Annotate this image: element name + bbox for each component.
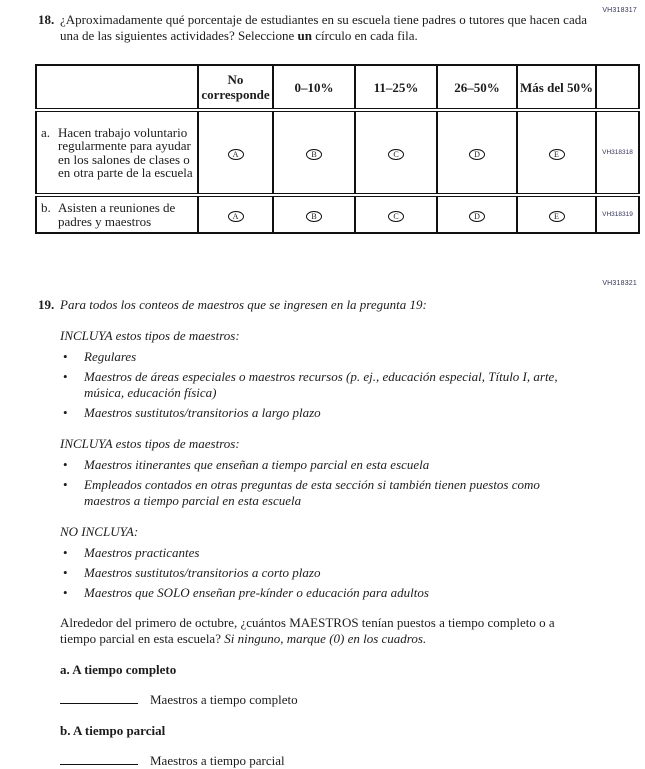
- list-item: • Maestros practicantes: [60, 545, 560, 561]
- row-b-option-c[interactable]: [355, 195, 437, 233]
- q19-part-b-answer: [60, 752, 560, 769]
- q19-part-b-blank-label: Maestros a tiempo parcial: [150, 753, 285, 768]
- q19-include-list-1: [60, 349, 560, 421]
- option-circle-b[interactable]: B: [306, 149, 322, 160]
- row-a-stem: [36, 110, 198, 195]
- list-item: • Regulares: [60, 349, 560, 365]
- option-circle-b[interactable]: B: [306, 211, 322, 222]
- q19-part-a-heading: a. A tiempo completo: [60, 662, 177, 677]
- row-b-stem: [36, 195, 198, 233]
- row-a-option-e[interactable]: [517, 110, 596, 195]
- row-b-prefix: b.: [41, 200, 51, 215]
- item-code-q19: VH318321: [602, 280, 637, 287]
- row-b-item-code: VH318319: [596, 195, 639, 233]
- option-circle-e[interactable]: E: [549, 149, 565, 160]
- column-header-0-10: 0–10%: [273, 65, 355, 110]
- question-19-number: 19.: [38, 297, 55, 312]
- list-item: • Empleados contados en otras preguntas de esta sección si también tienen puestos como maestros a tiempo parcial en esta escuela: [60, 477, 560, 509]
- header-blank: [36, 65, 198, 110]
- option-circle-c[interactable]: C: [388, 211, 404, 222]
- item-code-q18: VH318317: [602, 7, 637, 14]
- table-row-b: [36, 195, 639, 233]
- row-b-option-e[interactable]: [517, 195, 596, 233]
- list-item: • Maestros que SOLO enseñan pre-kínder o educación para adultos: [60, 585, 560, 601]
- q19-closing-normal: Alrededor del primero de octubre, ¿cuántos MAESTROS tenían puestos a tiempo completo o a tiempo parcial en esta escuela?: [60, 615, 555, 646]
- list-item: • Maestros itinerantes que enseñan a tiempo parcial en esta escuela: [60, 457, 560, 473]
- table-row-a: [36, 110, 639, 195]
- row-a-option-d[interactable]: [437, 110, 517, 195]
- option-circle-c[interactable]: C: [388, 149, 404, 160]
- option-circle-d[interactable]: D: [469, 211, 485, 222]
- row-b-option-b[interactable]: [273, 195, 355, 233]
- row-a-option-b[interactable]: [273, 110, 355, 195]
- row-a-option-a[interactable]: [198, 110, 273, 195]
- option-circle-a[interactable]: A: [228, 211, 244, 222]
- row-b-option-a[interactable]: [198, 195, 273, 233]
- q19-part-b-heading: b. A tiempo parcial: [60, 723, 166, 738]
- list-item: • Maestros sustitutos/transitorios a corto plazo: [60, 565, 560, 581]
- q19-include-heading-2: INCLUYA estos tipos de maestros:: [60, 436, 240, 451]
- row-b-option-d[interactable]: [437, 195, 517, 233]
- row-a-prefix: a.: [41, 124, 51, 140]
- q19-include-list-2: [60, 457, 560, 509]
- question-19: [38, 297, 560, 769]
- row-a-item-code: VH318318: [596, 110, 639, 195]
- column-header-mas-del-50: Más del 50%: [517, 65, 596, 110]
- q19-exclude-heading: NO INCLUYA:: [60, 524, 139, 539]
- q19-part-a-answer: [60, 691, 560, 708]
- fill-in-blank-full-time[interactable]: [60, 691, 138, 704]
- q19-closing-text: [60, 615, 560, 647]
- table-header-row: [36, 65, 639, 110]
- q18-text-part1: ¿Aproximadamente qué porcentaje de estudiantes en su escuela tiene padres o tutores que hacen cada una de las siguientes actividades? Seleccione: [60, 12, 587, 43]
- column-header-11-25: 11–25%: [355, 65, 437, 110]
- q18-response-table: [35, 64, 640, 234]
- question-18-number: 18.: [38, 12, 55, 27]
- column-header-no-corresponde: No corresponde: [198, 65, 273, 110]
- row-b-label: Asisten a reuniones de padres y maestros: [58, 200, 176, 229]
- q19-exclude-list: [60, 545, 560, 601]
- row-a-label: Hacen trabajo voluntario regularmente para ayudar en los salones de clases o en otra parte de la escuela: [58, 124, 193, 180]
- header-code-blank: [596, 65, 639, 110]
- q19-include-heading-1: INCLUYA estos tipos de maestros:: [60, 328, 240, 343]
- question-18: [38, 12, 598, 44]
- list-item: • Maestros sustitutos/transitorios a largo plazo: [60, 405, 560, 421]
- option-circle-e[interactable]: E: [549, 211, 565, 222]
- option-circle-d[interactable]: D: [469, 149, 485, 160]
- list-item: • Maestros de áreas especiales o maestros recursos (p. ej., educación especial, Título I, arte, música, educación física): [60, 369, 560, 401]
- q18-text-part2: círculo en cada fila.: [312, 28, 418, 43]
- q19-intro: Para todos los conteos de maestros que se ingresen en la pregunta 19:: [60, 297, 427, 312]
- column-header-26-50: 26–50%: [437, 65, 517, 110]
- question-18-text: [38, 12, 598, 44]
- q18-text-bold: un: [297, 28, 312, 43]
- option-circle-a[interactable]: A: [228, 149, 244, 160]
- fill-in-blank-part-time[interactable]: [60, 752, 138, 765]
- row-a-option-c[interactable]: [355, 110, 437, 195]
- q19-part-a-blank-label: Maestros a tiempo completo: [150, 692, 298, 707]
- q19-closing-italic: Si ninguno, marque (0) en los cuadros.: [224, 631, 427, 646]
